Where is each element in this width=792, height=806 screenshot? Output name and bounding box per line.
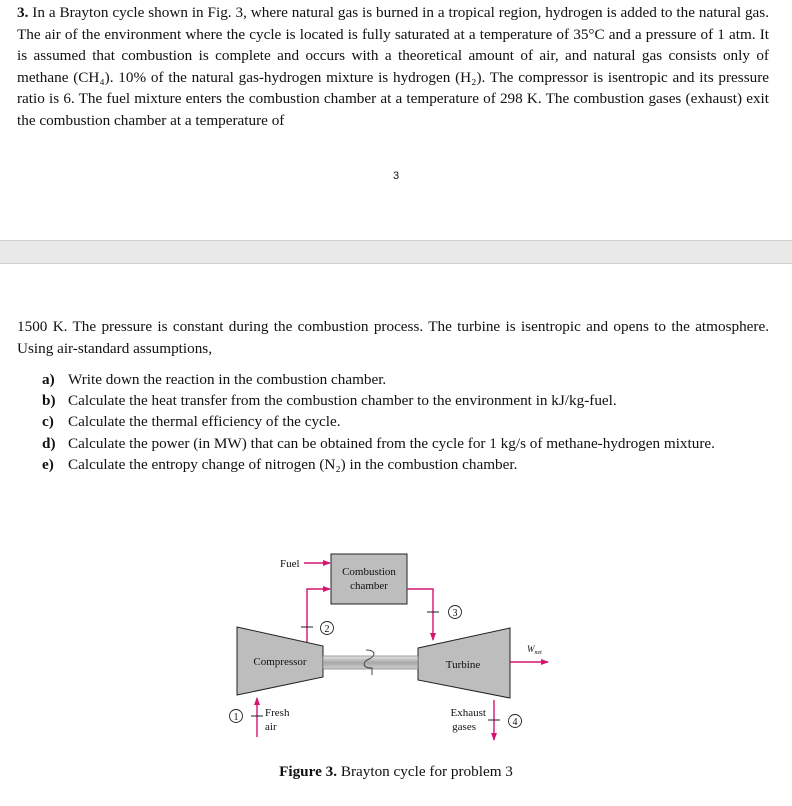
fresh-air-label-line1: Fresh [265, 707, 290, 719]
state4-label: 4 [512, 717, 518, 728]
w-net-sub: net [534, 650, 542, 656]
problem-statement-part1: In a Brayton cycle shown in Fig. 3, where natural gas is burned in a tropical region, hydrogen is added to the natural gas. The air of the environment where the cycle is located is fully saturated at a temperature of 35°C and a pressure of 1 atm. It is assumed that combustion is complete and occurs with a theoretical amount of air, and natural gas consists only of methane (CH₄). 10% of the natural gas-hydrogen mixture is hydrogen (H₂). The compressor is isentropic and its pressure ratio is 6. The fuel mixture enters the combustion chamber at a temperature of 298 K. The combustion gases (exhaust) exit the combustion chamber at a temperature of [17, 4, 769, 129]
problem-text-part1 [17, 2, 769, 131]
state2-label: 2 [324, 624, 330, 635]
figure-caption-text: Brayton cycle for problem 3 [337, 763, 513, 780]
exhaust-label-line2: gases [452, 721, 476, 733]
question-label: d) [42, 434, 56, 452]
state1-label: 1 [233, 712, 239, 723]
question-d [42, 433, 768, 454]
question-label: b) [42, 392, 56, 410]
question-text: Calculate the entropy change of nitrogen (N₂) in the combustion chamber. [68, 455, 518, 473]
question-text: Calculate the thermal efficiency of the cycle. [68, 413, 341, 431]
question-e [42, 454, 768, 475]
question-a [42, 369, 768, 390]
question-text: Write down the reaction in the combustion chamber. [68, 371, 387, 388]
chamber-to-turbine-arrow [407, 589, 433, 640]
question-label: a) [42, 371, 55, 388]
page-break [0, 240, 792, 264]
figure-caption [0, 763, 792, 781]
compressor-label: Compressor [253, 656, 307, 668]
fuel-label: Fuel [280, 558, 300, 570]
w-net-label [527, 644, 542, 656]
combustion-chamber [331, 554, 407, 604]
question-text: Calculate the heat transfer from the combustion chamber to the environment in kJ/kg-fuel. [68, 392, 617, 410]
brayton-cycle-diagram [0, 540, 792, 755]
exhaust-label-line1: Exhaust [450, 707, 486, 719]
combustion-label-line2: chamber [350, 580, 388, 592]
state3-label: 3 [452, 608, 458, 619]
question-text: Calculate the power (in MW) that can be obtained from the cycle for 1 kg/s of methane-hydrogen mixture. [68, 434, 715, 452]
problem-statement-part2: 1500 K. The pressure is constant during the combustion process. The turbine is isentropic and opens to the atmosphere. Using air-standard assumptions, [17, 318, 769, 357]
fresh-air-label-line2: air [265, 721, 277, 733]
question-c [42, 411, 768, 432]
problem-number: 3. [17, 4, 29, 21]
page-number: 3 [392, 170, 400, 182]
w-net-main: W [527, 644, 535, 654]
question-list [42, 369, 768, 475]
question-b [42, 390, 768, 411]
question-label: c) [42, 413, 54, 431]
combustion-label-line1: Combustion [342, 566, 396, 578]
turbine-label: Turbine [445, 659, 481, 671]
figure-caption-label: Figure 3. [279, 763, 338, 780]
question-label: e) [42, 455, 54, 473]
